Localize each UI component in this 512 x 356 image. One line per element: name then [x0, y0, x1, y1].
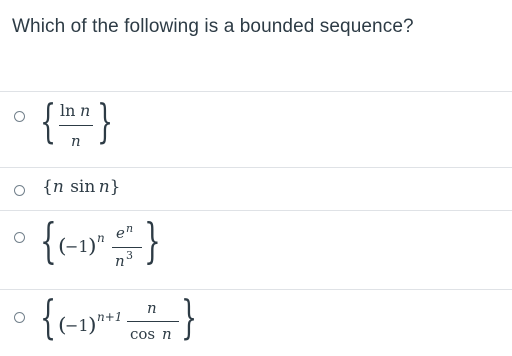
left-paren: (: [58, 235, 67, 258]
answer-option-4[interactable]: [0, 290, 512, 356]
denominator-base: n: [115, 252, 125, 270]
option-2-expression: [42, 177, 121, 197]
fraction-bar: [59, 125, 93, 126]
denominator-variable: n: [162, 325, 172, 343]
left-paren: (: [58, 314, 67, 337]
answer-option-1[interactable]: [0, 92, 512, 167]
exponent: n: [97, 231, 105, 245]
numerator-variable: n: [147, 299, 157, 317]
function: sin: [70, 177, 96, 197]
fraction-bar: [127, 321, 179, 322]
right-paren: ): [88, 314, 97, 337]
left-brace: {: [42, 177, 53, 197]
radio-button[interactable]: [14, 185, 25, 196]
question-text: Which of the following is a bounded sequence?: [12, 16, 414, 37]
answer-option-2[interactable]: [0, 168, 512, 210]
numerator-exponent: n: [126, 222, 134, 235]
argument: n: [98, 177, 110, 197]
left-brace: {: [40, 213, 57, 269]
option-3-expression: [40, 211, 170, 289]
right-brace: }: [181, 290, 198, 344]
fraction-bar: [112, 247, 142, 248]
radio-button[interactable]: [14, 111, 25, 122]
right-brace: }: [97, 94, 114, 148]
right-brace: }: [109, 177, 121, 197]
option-4-expression: [40, 290, 210, 356]
numerator-function: ln: [60, 101, 76, 120]
minus-one: −1: [65, 237, 89, 256]
right-paren: ): [88, 235, 97, 258]
minus-one: −1: [65, 316, 89, 335]
numerator-variable: n: [80, 101, 91, 120]
denominator-exponent: 3: [126, 249, 133, 262]
option-1-expression: [40, 92, 130, 167]
left-brace: {: [40, 290, 57, 344]
radio-button[interactable]: [14, 232, 25, 243]
variable: n: [52, 177, 64, 197]
numerator-base: e: [116, 224, 125, 242]
answer-option-3[interactable]: [0, 211, 512, 289]
denominator-variable: n: [71, 132, 81, 150]
left-brace: {: [40, 94, 57, 148]
denominator-function: cos: [130, 325, 156, 343]
radio-button[interactable]: [14, 312, 25, 323]
exponent: n+1: [97, 310, 123, 324]
right-brace: }: [144, 213, 161, 269]
